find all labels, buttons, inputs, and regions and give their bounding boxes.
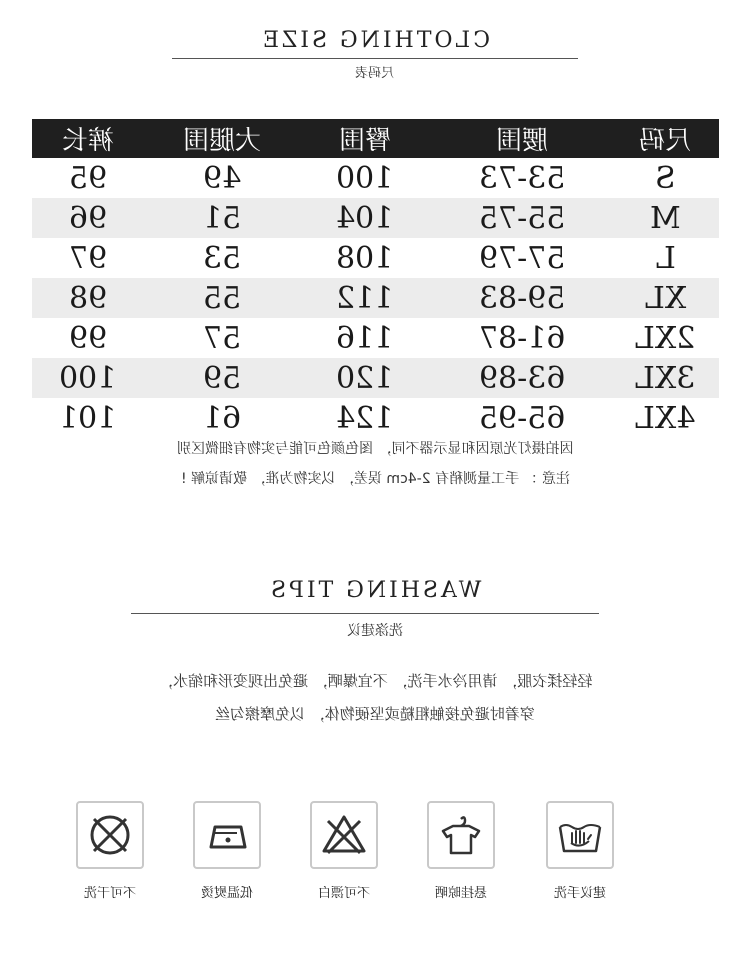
care-label: 不可干洗 <box>83 886 136 901</box>
cell-waist: 53-73 <box>478 160 566 196</box>
table-row <box>32 198 719 238</box>
cell-size: S <box>655 160 676 196</box>
hang-dry-icon <box>427 801 495 869</box>
cell-pants-length: 97 <box>68 240 108 276</box>
cell-hip: 120 <box>336 360 394 396</box>
cell-pants-length: 100 <box>59 360 117 396</box>
cell-waist: 55-75 <box>478 200 566 236</box>
table-row <box>32 278 719 318</box>
cell-hip: 124 <box>336 400 394 436</box>
measure-note: 注意 ： 手工量测稍有 2-4cm 误差， 以实物为准， 敬请谅解 ! <box>180 471 570 487</box>
table-row <box>32 318 719 358</box>
clothing-size-subtitle: 尺码表 <box>355 66 395 81</box>
cell-pants-length: 99 <box>68 320 108 356</box>
low-iron-glyph <box>201 809 253 861</box>
cell-hip: 108 <box>336 240 394 276</box>
color-note: 因拍摄灯光原因和显示器不同， 图色颜色可能与实物有细微区别 <box>176 441 574 457</box>
table-row <box>32 398 719 438</box>
header-thigh: 大腿围 <box>182 126 261 156</box>
cell-size: 3XL <box>635 360 696 396</box>
header-size: 尺码 <box>639 126 692 156</box>
clothing-size-title: CLOTHING SIZE <box>260 28 490 53</box>
cell-waist: 57-79 <box>478 240 566 276</box>
cell-thigh: 59 <box>202 360 242 396</box>
hand-wash-glyph <box>554 809 606 861</box>
header-hip: 臀围 <box>338 126 391 156</box>
no-dry-clean-glyph <box>84 809 136 861</box>
care-label: 低温熨烫 <box>200 886 253 901</box>
cell-waist: 61-87 <box>478 320 566 356</box>
cell-thigh: 51 <box>202 200 242 236</box>
header-waist: 腰围 <box>495 126 548 156</box>
cell-size: L <box>655 240 676 276</box>
table-row <box>32 158 719 198</box>
washing-tip-line-1: 轻轻揉衣服， 请用冷水手洗， 不宜爆晒， 避免出现变形和缩水， <box>157 672 593 690</box>
size-table <box>32 119 719 438</box>
cell-pants-length: 101 <box>59 400 117 436</box>
cell-size: 4XL <box>635 400 696 436</box>
cell-hip: 100 <box>336 160 394 196</box>
no-bleach-icon <box>310 801 378 869</box>
washing-tip-line-2: 穿着时避免接触粗糙或坚硬物体， 以免摩擦勾丝 <box>215 705 535 723</box>
washing-tips-subtitle: 洗涤建议 <box>347 623 403 639</box>
cell-pants-length: 95 <box>68 160 108 196</box>
cell-size: 2XL <box>635 320 696 356</box>
table-row <box>32 358 719 398</box>
cell-pants-length: 96 <box>68 200 108 236</box>
table-row <box>32 238 719 278</box>
cell-hip: 104 <box>336 200 394 236</box>
cell-size: M <box>650 200 681 236</box>
hand-wash-icon <box>546 801 614 869</box>
cell-hip: 116 <box>336 320 394 356</box>
cell-thigh: 55 <box>202 280 242 316</box>
cell-thigh: 57 <box>202 320 242 356</box>
clothing-size-divider <box>172 58 578 59</box>
no-dry-clean-icon <box>76 801 144 869</box>
size-table-header <box>32 119 719 158</box>
no-bleach-glyph <box>318 809 370 861</box>
cell-waist: 63-89 <box>478 360 566 396</box>
care-label: 建议手洗 <box>553 886 606 901</box>
cell-waist: 59-83 <box>478 280 566 316</box>
low-iron-icon <box>193 801 261 869</box>
cell-waist: 65-95 <box>478 400 566 436</box>
cell-pants-length: 98 <box>68 280 108 316</box>
washing-tips-divider <box>131 613 599 614</box>
cell-size: XL <box>644 280 687 316</box>
cell-thigh: 61 <box>202 400 242 436</box>
cell-thigh: 53 <box>202 240 242 276</box>
cell-hip: 112 <box>336 280 394 316</box>
hang-dry-glyph <box>435 809 487 861</box>
care-label: 不可漂白 <box>317 886 370 901</box>
cell-thigh: 49 <box>202 160 242 196</box>
washing-tips-title: WASHING TIPS <box>268 578 482 603</box>
header-pants-length: 裤长 <box>61 126 114 156</box>
care-label: 悬挂晾晒 <box>434 886 487 901</box>
